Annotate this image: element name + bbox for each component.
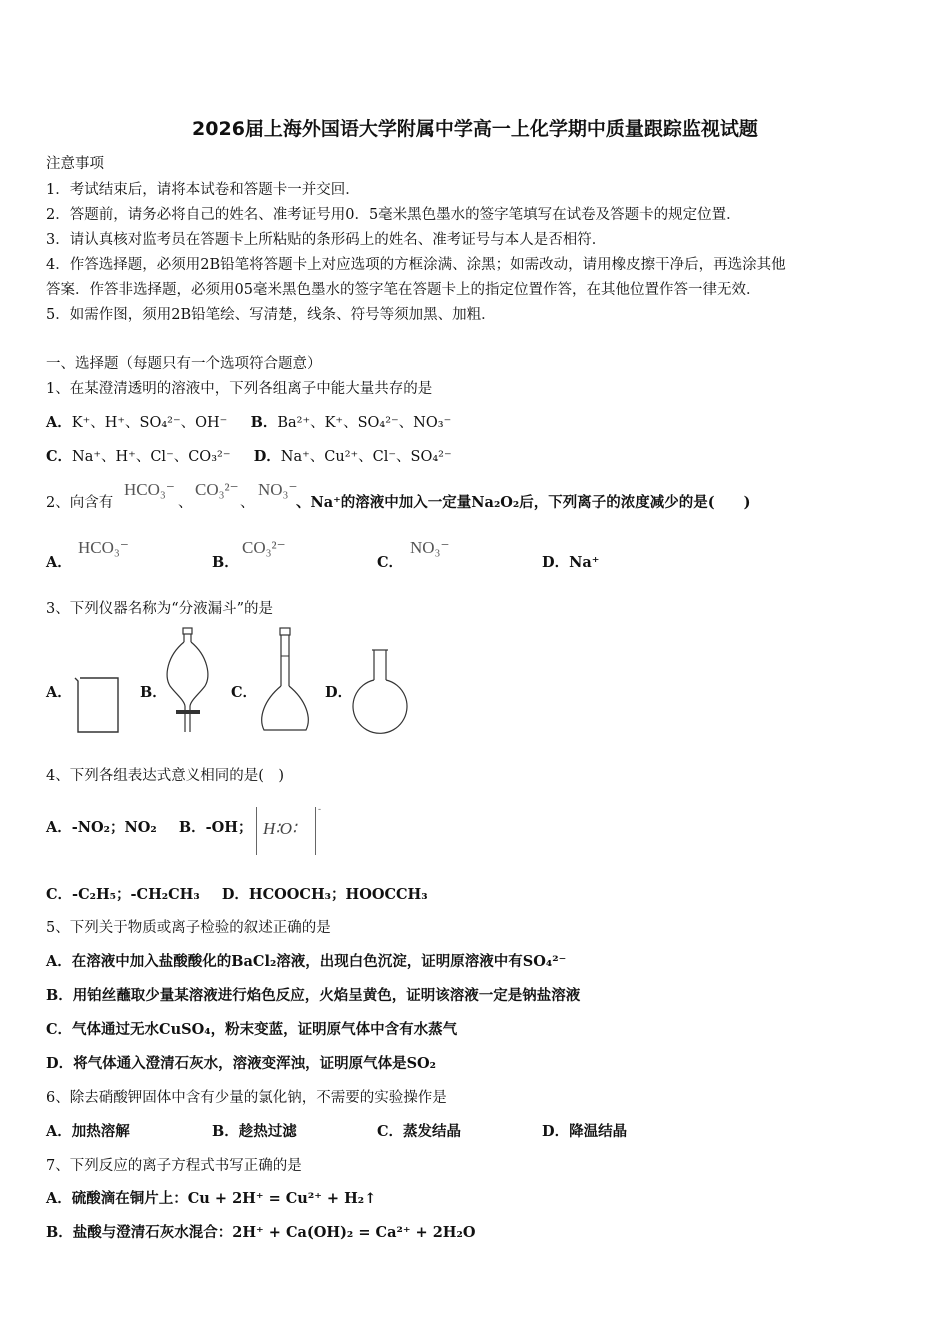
option-a-text: K⁺、H⁺、SO₄²⁻、OH⁻ bbox=[71, 415, 228, 431]
notice-item: 5．如需作图，须用2B铅笔绘、写清楚，线条、符号等须加黑、加粗． bbox=[46, 307, 496, 323]
question-4-stem: 4、下列各组表达式意义相同的是( ) bbox=[46, 768, 285, 784]
option-b-text: -OH； bbox=[205, 819, 253, 836]
option-label: B． bbox=[140, 684, 167, 701]
question-6-stem: 6、除去硝酸钾固体中含有少量的氯化钠，不需要的实验操作是 bbox=[46, 1090, 447, 1106]
question-5-option-a: A．在溶液中加入盐酸酸化的BaCl₂溶液，出现白色沉淀，证明原溶液中有SO₄²⁻ bbox=[46, 953, 567, 970]
question-7-option-b: B．盐酸与澄清石灰水混合：2H⁺ + Ca(OH)₂ = Ca²⁺ + 2H₂O bbox=[46, 1224, 476, 1241]
question-5-option-c: C．气体通过无水CuSO₄，粉末变蓝，证明原气体中含有水蒸气 bbox=[46, 1021, 458, 1038]
question-5-option-d: D．将气体通入澄清石灰水，溶液变浑浊，证明原气体是SO₂ bbox=[46, 1055, 437, 1072]
question-5-stem: 5、下列关于物质或离子检验的叙述正确的是 bbox=[46, 920, 331, 936]
question-1-row-ab bbox=[46, 411, 451, 432]
option-d-text: HCOOCH₃；HOOCCH₃ bbox=[248, 886, 428, 903]
ion-no3: NO₃⁻ bbox=[258, 480, 298, 499]
question-6-option-d: D．降温结晶 bbox=[542, 1123, 628, 1140]
option-d-text: Na⁺、Cu²⁺、Cl⁻、SO₄²⁻ bbox=[280, 449, 452, 465]
question-1-stem: 1、在某澄清透明的溶液中，下列各组离子中能大量共存的是 bbox=[46, 381, 433, 397]
option-d-text: Na⁺ bbox=[569, 554, 600, 571]
notice-heading: 注意事项 bbox=[46, 156, 104, 172]
option-b-ion: CO₃²⁻ bbox=[242, 538, 286, 557]
charge-mark: - bbox=[318, 805, 322, 815]
question-3-stem: 3、下列仪器名称为“分液漏斗”的是 bbox=[46, 601, 274, 617]
option-c-text: Na⁺、H⁺、Cl⁻、CO₃²⁻ bbox=[72, 449, 231, 465]
question-7-stem: 7、下列反应的离子方程式书写正确的是 bbox=[46, 1158, 302, 1174]
option-c-text: -C₂H₅；-CH₂CH₃ bbox=[72, 886, 200, 903]
volumetric-flask-icon bbox=[256, 626, 320, 738]
option-label: B． bbox=[178, 819, 206, 836]
question-5-option-b: B．用铂丝蘸取少量某溶液进行焰色反应，火焰呈黄色，证明该溶液一定是钠盐溶液 bbox=[46, 987, 581, 1004]
notice-item: 1．考试结束后，请将本试卷和答题卡一并交回． bbox=[46, 182, 360, 198]
option-label: A． bbox=[46, 554, 72, 571]
notice-item: 答案．作答非选择题，必须用05毫米黑色墨水的签字笔在答题卡上的指定位置作答，在其他位置作答一律无效． bbox=[46, 282, 761, 298]
separator: 、 bbox=[178, 495, 193, 511]
option-label: C． bbox=[46, 886, 73, 903]
option-a-ion: HCO₃⁻ bbox=[78, 538, 129, 557]
lewis-structure: H∶O∶ bbox=[263, 819, 297, 838]
question-6-option-b: B．趁热过滤 bbox=[212, 1123, 297, 1140]
separatory-funnel-icon bbox=[162, 626, 214, 736]
beaker-icon bbox=[72, 672, 124, 736]
question-7-option-a: A．硫酸滴在铜片上：Cu + 2H⁺ = Cu²⁺ + H₂↑ bbox=[46, 1190, 377, 1207]
option-label: D． bbox=[253, 448, 281, 465]
question-2-stem-prefix: 2、向含有 bbox=[46, 495, 114, 511]
question-6-option-c: C．蒸发结晶 bbox=[377, 1123, 462, 1140]
question-2-stem-suffix: 、Na⁺的溶液中加入一定量Na₂O₂后，下列离子的浓度减少的是( ) bbox=[296, 494, 751, 511]
option-a-text: -NO₂；NO₂ bbox=[71, 819, 157, 836]
separator: 、 bbox=[240, 495, 255, 511]
lewis-bracket bbox=[256, 807, 316, 855]
option-label: B． bbox=[250, 414, 278, 431]
notice-item: 3．请认真核对监考员在答题卡上所粘贴的条形码上的姓名、准考证号与本人是否相符． bbox=[46, 232, 607, 248]
option-label: B． bbox=[212, 554, 239, 571]
option-label: A． bbox=[46, 414, 72, 431]
notice-item: 4．作答选择题，必须用2B铅笔将答题卡上对应选项的方框涂满、涂黑；如需改动，请用橡皮擦干净后，再选涂其他 bbox=[46, 257, 786, 273]
option-d bbox=[542, 551, 599, 572]
option-label: C． bbox=[46, 448, 73, 465]
option-label: A． bbox=[46, 684, 72, 701]
option-c-ion: NO₃⁻ bbox=[410, 538, 450, 557]
question-6-option-a: A．加热溶解 bbox=[46, 1123, 130, 1140]
option-label: C． bbox=[231, 684, 258, 701]
ion-co3: CO₃²⁻ bbox=[195, 480, 239, 499]
notice-item: 2．答题前，请务必将自己的姓名、准考证号用0．5毫米黑色墨水的签字笔填写在试卷及答题卡的规定位置． bbox=[46, 207, 741, 223]
option-label: D． bbox=[325, 684, 353, 701]
question-4-row-ab bbox=[46, 816, 253, 837]
option-label: A． bbox=[46, 819, 72, 836]
question-4-row-cd bbox=[46, 883, 428, 904]
page-title: 2026届上海外国语大学附属中学高一上化学期中质量跟踪监视试题 bbox=[192, 118, 758, 140]
question-1-row-cd bbox=[46, 445, 452, 466]
round-bottom-flask-icon bbox=[348, 646, 412, 738]
ion-hco3: HCO₃⁻ bbox=[124, 480, 175, 499]
option-b-text: Ba²⁺、K⁺、SO₄²⁻、NO₃⁻ bbox=[277, 415, 452, 431]
option-label: D． bbox=[221, 886, 249, 903]
option-label: C． bbox=[377, 554, 404, 571]
option-label: D． bbox=[542, 554, 570, 571]
section-heading: 一、选择题（每题只有一个选项符合题意） bbox=[46, 356, 322, 372]
